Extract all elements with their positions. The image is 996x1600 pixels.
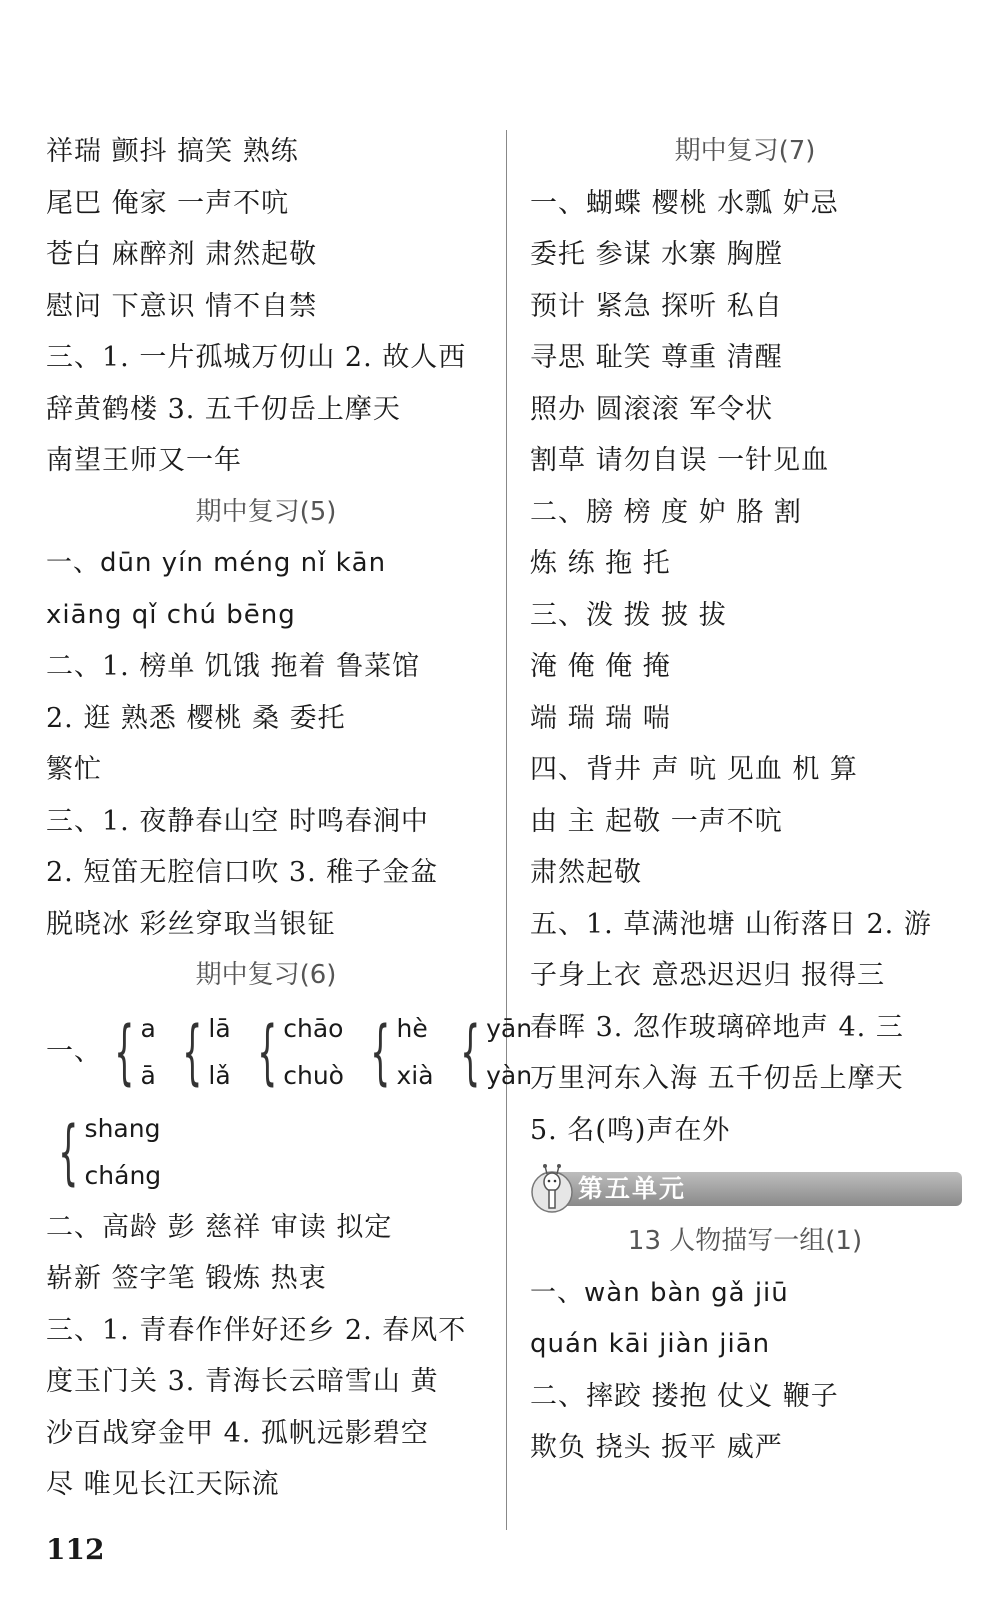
brace-icon: { <box>58 1110 79 1193</box>
pinyin-pair <box>46 1105 161 1199</box>
lesson-heading: 13 人物描写一组(1) <box>627 1226 863 1256</box>
question-prefix: 一、 <box>46 1035 102 1067</box>
pinyin-brace-row <box>46 1002 533 1102</box>
answer-line: 沙百战穿金甲 4. 孤帆远影碧空 <box>46 1417 429 1449</box>
answer-line: 尽 唯见长江天际流 <box>46 1469 280 1500</box>
answer-line: 2. 短笛无腔信口吹 3. 稚子金盆 <box>46 857 439 888</box>
pinyin-line: 一、wàn bàn gǎ jiū <box>530 1277 789 1308</box>
pinyin-reading: chuò <box>283 1060 344 1090</box>
answer-line: 照办 圆滚滚 军令状 <box>530 393 774 425</box>
section-heading: 期中复习(7) <box>674 136 816 166</box>
answer-line: 春晖 3. 忽作玻璃碎地声 4. 三 <box>530 1011 904 1043</box>
answer-line: 脱晓冰 彩丝穿取当银钲 <box>46 908 336 940</box>
answer-line: 一、蝴蝶 樱桃 水瓢 妒忌 <box>530 187 839 219</box>
section-heading: 期中复习(5) <box>195 496 337 527</box>
answer-line: 寻思 耻笑 尊重 清醒 <box>530 342 783 373</box>
pinyin-pair <box>358 1005 434 1099</box>
pinyin-pair <box>245 1005 344 1099</box>
answer-line: 祥瑞 颤抖 搞笑 熟练 <box>46 136 299 167</box>
brace-icon: { <box>114 1010 135 1093</box>
pinyin-reading: chāo <box>283 1013 344 1043</box>
pinyin-reading: yàn <box>486 1060 533 1090</box>
answer-line: 淹 俺 俺 掩 <box>530 651 671 682</box>
brace-icon: { <box>182 1010 203 1093</box>
pinyin-line: xiāng qǐ chú bēng <box>46 599 296 630</box>
answer-line: 二、高龄 彭 慈祥 审读 拟定 <box>46 1211 393 1243</box>
pinyin-reading: yān <box>486 1013 533 1043</box>
answer-line: 炼 练 拖 托 <box>530 548 671 579</box>
answer-line: 万里河东入海 五千仞岳上摩天 <box>530 1063 904 1094</box>
answer-line: 三、泼 拨 披 拔 <box>530 599 727 631</box>
pinyin-reading: xià <box>396 1060 434 1090</box>
pinyin-pair <box>170 1005 231 1099</box>
answer-line: 崭新 签字笔 锻炼 热衷 <box>46 1263 327 1294</box>
answer-line: 由 主 起敬 一声不吭 <box>530 805 783 837</box>
answer-line: 三、1. 一片孤城万仞山 2. 故人西 <box>46 342 467 373</box>
pinyin-reading: shang <box>84 1113 161 1143</box>
answer-line: 四、背井 声 吭 见血 机 算 <box>530 754 858 785</box>
unit-banner <box>530 1162 960 1214</box>
answer-line: 割草 请勿自误 一针见血 <box>530 445 830 476</box>
answer-line: 端 瑞 瑞 喘 <box>530 702 671 734</box>
pinyin-brace-row <box>46 1102 486 1202</box>
pinyin-reading: lā <box>208 1013 231 1043</box>
answer-line: 5. 名(鸣)声在外 <box>530 1114 731 1146</box>
answer-line: 预计 紧急 探听 私自 <box>530 290 783 322</box>
answer-line: 2. 逛 熟悉 樱桃 桑 委托 <box>46 702 346 734</box>
answer-line: 尾巴 俺家 一声不吭 <box>46 187 290 219</box>
answer-line: 辞黄鹤楼 3. 五千仞岳上摩天 <box>46 393 401 425</box>
answer-line: 二、1. 榜单 饥饿 拖着 鲁菜馆 <box>46 651 421 682</box>
pinyin-pair <box>448 1005 533 1099</box>
answer-line: 度玉门关 3. 青海长云暗雪山 黄 <box>46 1366 439 1397</box>
brace-icon: { <box>459 1010 480 1093</box>
pinyin-line: 一、dūn yín méng nǐ kān <box>46 548 387 578</box>
pinyin-line: quán kāi jiàn jiān <box>530 1329 771 1359</box>
right-column <box>530 126 960 1474</box>
pinyin-reading: ā <box>140 1060 156 1090</box>
answer-line: 繁忙 <box>46 754 102 785</box>
unit-banner-title: 第五单元 <box>578 1174 687 1203</box>
answer-line: 慰问 下意识 情不自禁 <box>46 290 318 322</box>
section-heading: 期中复习(6) <box>195 960 337 990</box>
pinyin-reading: hè <box>396 1013 428 1043</box>
brace-icon: { <box>370 1010 391 1093</box>
pinyin-reading: cháng <box>84 1160 162 1190</box>
answer-line: 委托 参谋 水寨 胸膛 <box>530 239 783 270</box>
pinyin-pair <box>102 1005 156 1099</box>
answer-line: 二、膀 榜 度 妒 胳 割 <box>530 496 802 528</box>
answer-line: 苍白 麻醉剂 肃然起敬 <box>46 239 318 270</box>
answer-line: 南望王师又一年 <box>46 445 242 476</box>
answer-line: 肃然起敬 <box>530 857 642 888</box>
answer-line: 欺负 挠头 扳平 威严 <box>530 1432 783 1463</box>
answer-line: 三、1. 青春作伴好还乡 2. 春风不 <box>46 1314 467 1346</box>
page-number: 112 <box>46 1533 105 1566</box>
brace-icon: { <box>256 1010 277 1093</box>
pinyin-reading: a <box>140 1013 156 1043</box>
answer-line: 三、1. 夜静春山空 时鸣春涧中 <box>46 805 429 837</box>
pinyin-reading: lǎ <box>208 1060 231 1090</box>
answer-line: 子身上衣 意恐迟迟归 报得三 <box>530 960 886 991</box>
giraffe-icon <box>530 1162 574 1214</box>
column-divider <box>506 130 507 1530</box>
answer-line: 五、1. 草满池塘 山衔落日 2. 游 <box>530 908 932 940</box>
answer-line: 二、摔跤 搂抱 仗义 鞭子 <box>530 1380 839 1412</box>
left-column <box>46 126 533 1511</box>
